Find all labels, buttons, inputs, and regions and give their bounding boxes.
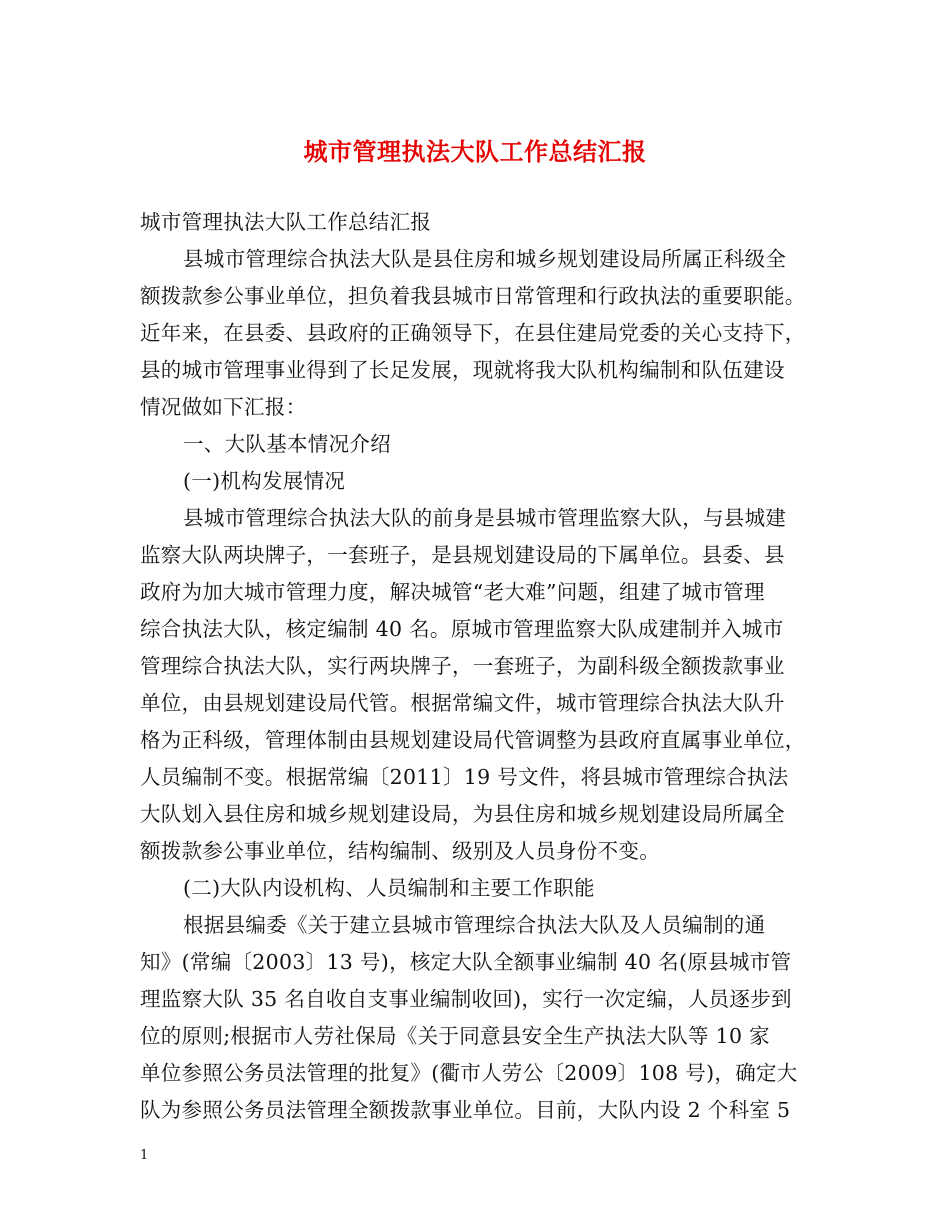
text-line: 政府为加大城市管理力度，解决城管“老大难”问题，组建了城市管理 bbox=[140, 580, 765, 604]
text-line: 队为参照公务员法管理全额拨款事业单位。目前，大队内设 2 个科室 5 bbox=[140, 1098, 791, 1122]
text-line: 根据县编委《关于建立县城市管理综合执法大队及人员编制的通 bbox=[183, 913, 766, 937]
document-title: 城市管理执法大队工作总结汇报 bbox=[303, 137, 647, 166]
text-line: (一)机构发展情况 bbox=[183, 469, 346, 493]
text-line: 位的原则;根据市人劳社保局《关于同意县安全生产执法大队等 10 家 bbox=[140, 1024, 770, 1048]
document-body bbox=[140, 204, 812, 1129]
text-line: 管理综合执法大队，实行两块牌子，一套班子，为副科级全额拨款事业 bbox=[140, 654, 785, 678]
text-line: 情况做如下汇报： bbox=[140, 395, 307, 419]
text-line: 大队划入县住房和城乡规划建设局，为县住房和城乡规划建设局所属全 bbox=[140, 802, 785, 826]
text-line: 县城市管理综合执法大队是县住房和城乡规划建设局所属正科级全 bbox=[183, 247, 787, 271]
text-line: 县的城市管理事业得到了长足发展，现就将我大队机构编制和队伍建设 bbox=[140, 358, 785, 382]
text-line: 一、大队基本情况介绍 bbox=[183, 432, 391, 456]
text-line: 城市管理执法大队工作总结汇报 bbox=[140, 210, 432, 234]
text-line: (二)大队内设机构、人员编制和主要工作职能 bbox=[183, 876, 595, 900]
text-line: 人员编制不变。根据常编〔2011〕19 号文件，将县城市管理综合执法 bbox=[140, 765, 789, 789]
text-line: 单位参照公务员法管理的批复》(衢市人劳公〔2009〕108 号)，确定大 bbox=[140, 1061, 798, 1085]
text-line: 额拨款参公事业单位，担负着我县城市日常管理和行政执法的重要职能。 bbox=[140, 284, 806, 308]
text-line: 县城市管理综合执法大队的前身是县城市管理监察大队，与县城建 bbox=[183, 506, 787, 530]
text-line: 格为正科级，管理体制由县规划建设局代管调整为县政府直属事业单位， bbox=[140, 728, 806, 752]
text-line: 额拨款参公事业单位，结构编制、级别及人员身份不变。 bbox=[140, 839, 660, 863]
text-line: 近年来，在县委、县政府的正确领导下，在县住建局党委的关心支持下， bbox=[140, 321, 806, 345]
text-line: 理监察大队 35 名自收自支事业编制收回)，实行一次定编，人员逐步到 bbox=[140, 987, 792, 1011]
text-line: 综合执法大队，核定编制 40 名。原城市管理监察大队成建制并入城市 bbox=[140, 617, 784, 641]
text-line: 单位，由县规划建设局代管。根据常编文件，城市管理综合执法大队升 bbox=[140, 691, 785, 715]
text-line: 知》(常编〔2003〕13 号)，核定大队全额事业编制 40 名(原县城市管 bbox=[140, 950, 792, 974]
page-number: 1 bbox=[140, 1148, 149, 1163]
text-line: 监察大队两块牌子，一套班子，是县规划建设局的下属单位。县委、县 bbox=[140, 543, 785, 567]
